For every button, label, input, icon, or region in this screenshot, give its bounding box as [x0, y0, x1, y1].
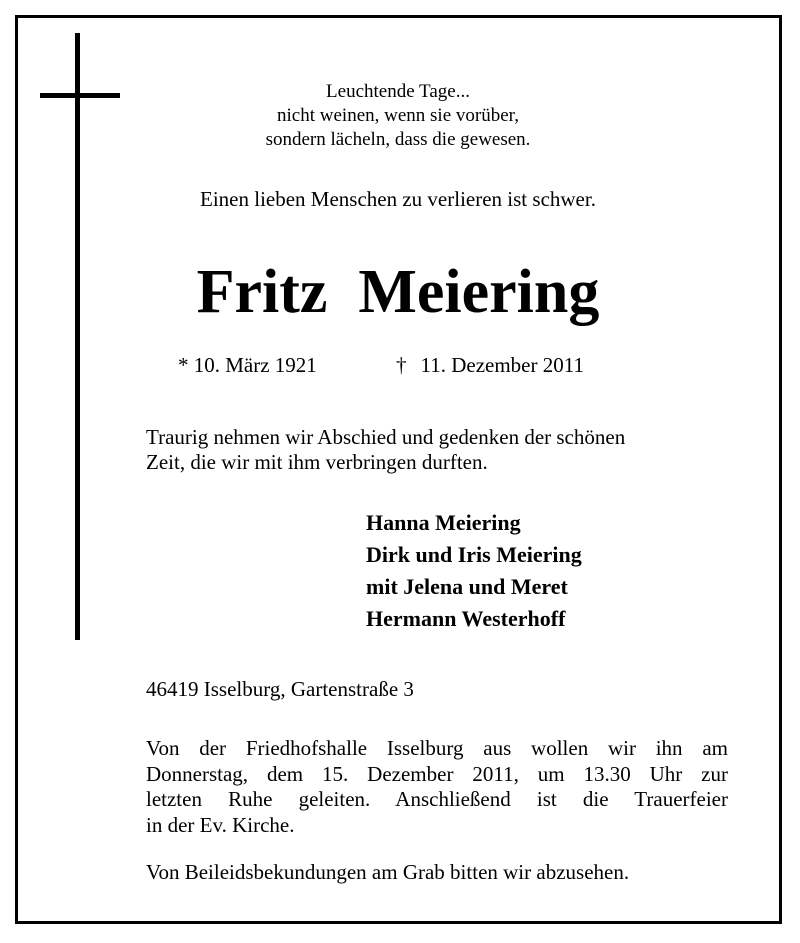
- mourning-text: [146, 425, 746, 475]
- death-date: 11. Dezember 2011: [420, 353, 584, 377]
- mourner-name: mit Jelena und Meret: [366, 574, 568, 599]
- funeral-notice: [146, 736, 728, 838]
- funeral-line: letzten Ruhe geleiten. Anschließend ist die Trauerfeier: [146, 787, 728, 811]
- verse-line: Leuchtende Tage...: [326, 81, 470, 102]
- mourner-name: Dirk und Iris Meiering: [366, 542, 582, 567]
- dagger-icon: †: [396, 353, 407, 377]
- funeral-line: in der Ev. Kirche.: [146, 812, 295, 837]
- death-date-line: [396, 352, 584, 378]
- verse-line: sondern lächeln, dass die gewesen.: [265, 129, 531, 150]
- closing-request: Von Beileidsbekundungen am Grab bitten wir abzusehen.: [146, 860, 630, 884]
- birth-date: * 10. März 1921: [178, 353, 317, 377]
- cross-horizontal-bar: [40, 93, 120, 98]
- verse-line: nicht weinen, wenn sie vorüber,: [277, 105, 519, 126]
- mourning-line: Traurig nehmen wir Abschied und gedenken der schönen: [146, 425, 626, 449]
- intro-sentence: Einen lieben Menschen zu verlieren ist schwer.: [200, 187, 596, 211]
- mourner-name: Hermann Westerhoff: [366, 606, 566, 631]
- deceased-name: Fritz Meiering: [196, 258, 600, 326]
- memorial-verse: [200, 80, 596, 152]
- cross-vertical-bar: [75, 33, 80, 640]
- funeral-line: Von der Friedhofshalle Isselburg aus wollen wir ihn am: [146, 736, 728, 760]
- family-address: 46419 Isselburg, Gartenstraße 3: [146, 677, 414, 701]
- mourner-name: Hanna Meiering: [366, 510, 521, 535]
- funeral-line: Donnerstag, dem 15. Dezember 2011, um 13.30 Uhr zur: [146, 761, 728, 786]
- mourning-line: Zeit, die wir mit ihm verbringen durften.: [146, 450, 488, 474]
- mourners-list: [366, 507, 582, 635]
